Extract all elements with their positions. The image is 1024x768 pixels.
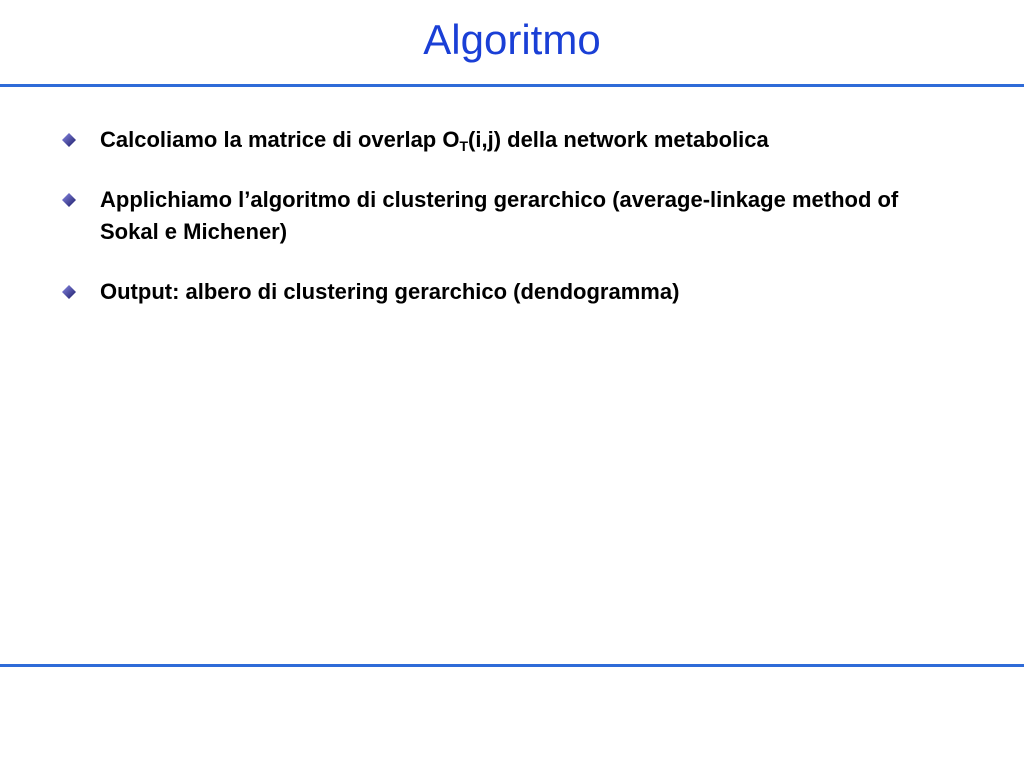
bullet-item	[62, 184, 962, 248]
diamond-bullet-icon	[62, 133, 76, 147]
diamond-bullet-icon	[62, 193, 76, 207]
subscript-text: T	[459, 138, 469, 154]
top-divider	[0, 84, 1024, 87]
bullet-item	[62, 276, 962, 308]
bullet-list	[62, 124, 962, 336]
bullet-text-part: (i,j) della network metabolica	[468, 127, 769, 152]
bullet-text: Applichiamo l’algoritmo di clustering gerarchico (average-linkage method of Sokal e Michener)	[100, 187, 899, 244]
slide-title: Algoritmo	[423, 16, 601, 63]
bullet-text-part: Calcoliamo la matrice di overlap O	[100, 127, 460, 152]
bottom-divider	[0, 664, 1024, 667]
diamond-bullet-icon	[62, 285, 76, 299]
bullet-text: Output: albero di clustering gerarchico (dendogramma)	[100, 279, 680, 304]
bullet-item	[62, 124, 962, 156]
